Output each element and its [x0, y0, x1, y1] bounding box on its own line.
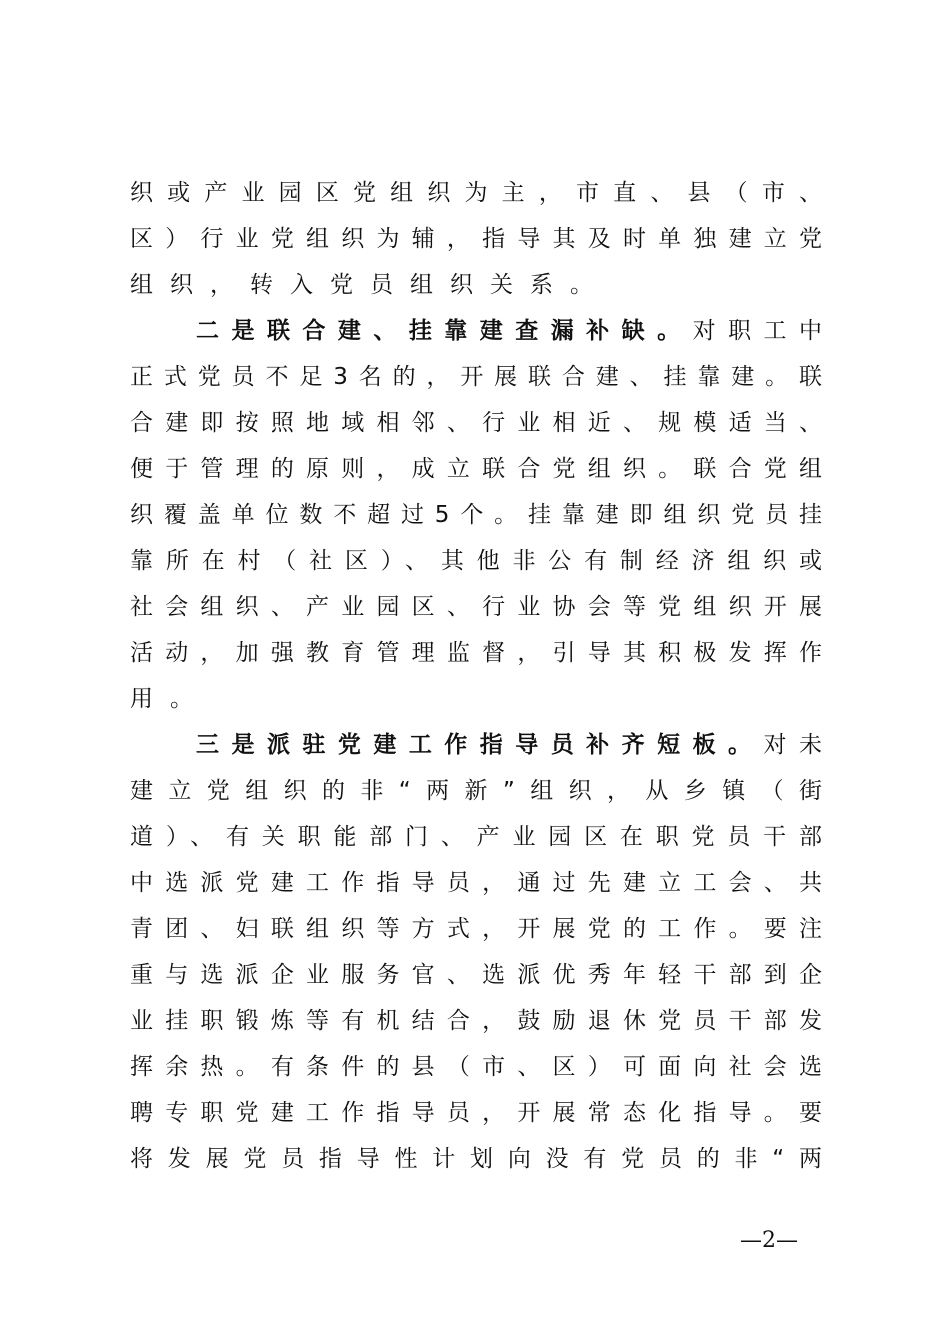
text-line: 中选派党建工作指导员，通过先建立工会、共 [130, 870, 822, 896]
document-body [130, 170, 822, 1182]
text-run: 对未 [763, 732, 823, 758]
text-line: 重与选派企业服务官、选派优秀年轻干部到企 [130, 962, 822, 988]
text-line: 将发展党员指导性计划向没有党员的非“两 [130, 1146, 822, 1172]
text-line: 织或产业园区党组织为主，市直、县（市、 [130, 180, 822, 206]
text-line: 道）、有关职能部门、产业园区在职党员干部 [130, 824, 822, 850]
text-run: 对职工中 [692, 318, 823, 344]
text-line: 业挂职锻炼等有机结合，鼓励退休党员干部发 [130, 1008, 822, 1034]
text-line: 建立党组织的非“两新”组织，从乡镇（街 [130, 778, 822, 804]
text-line: 组织，转入党员组织关系。 [130, 272, 610, 298]
text-line: 活动，加强教育管理监督，引导其积极发挥作 [130, 640, 822, 666]
text-line: 区）行业党组织为辅，指导其及时单独建立党 [130, 226, 822, 252]
text-line: 挥余热。有条件的县（市、区）可面向社会选 [130, 1054, 822, 1080]
text-line: 聘专职党建工作指导员，开展常态化指导。要 [130, 1100, 822, 1126]
text-line: 正式党员不足3名的，开展联合建、挂靠建。联 [130, 364, 822, 390]
text-line: 织覆盖单位数不超过5个。挂靠建即组织党员挂 [130, 502, 822, 528]
section-heading: 二是联合建、挂靠建查漏补缺。 [196, 318, 693, 344]
text-line: 便于管理的原则，成立联合党组织。联合党组 [130, 456, 822, 482]
section-heading: 三是派驻党建工作指导员补齐短板。 [196, 732, 764, 758]
text-line: 社会组织、产业园区、行业协会等党组织开展 [130, 594, 822, 620]
text-line: 靠所在村（社区）、其他非公有制经济组织或 [130, 548, 822, 574]
section-heading-line [130, 722, 822, 768]
text-line: 用。 [130, 686, 210, 712]
page-number: —2— [740, 1228, 798, 1253]
text-line: 合建即按照地域相邻、行业相近、规模适当、 [130, 410, 822, 436]
section-heading-line [130, 308, 822, 354]
text-line: 青团、妇联组织等方式，开展党的工作。要注 [130, 916, 822, 942]
